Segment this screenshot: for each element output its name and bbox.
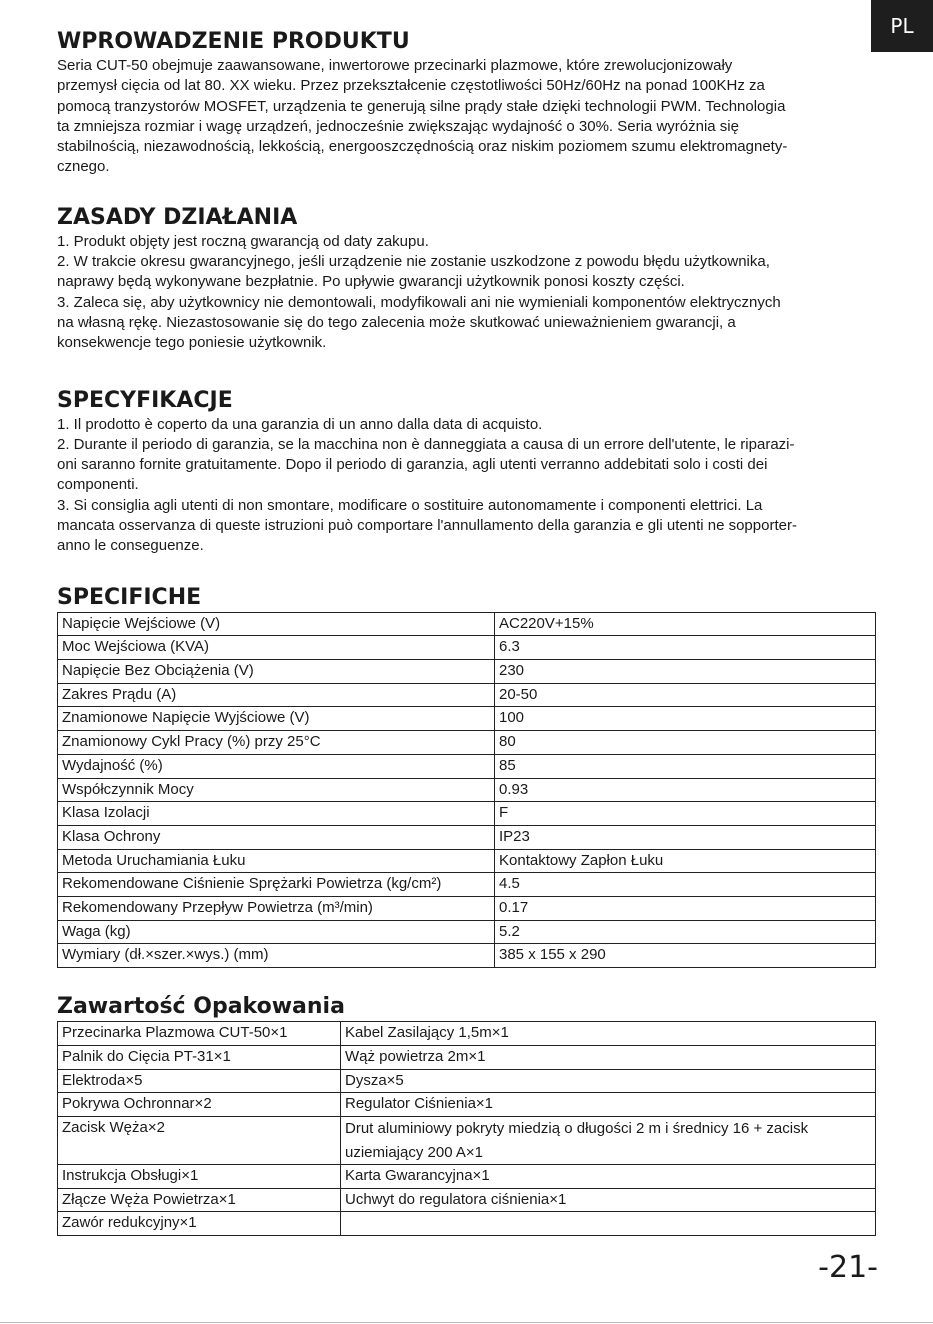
- spec-line: 3. Si consiglia agli utenti di non smontare, modificare o sostituire autonomamente i componenti elettrici. La: [57, 496, 763, 514]
- table-row: [58, 1212, 876, 1236]
- table-cell-value: Kabel Zasilający 1,5m×1: [341, 1022, 876, 1046]
- table-cell-label: Elektroda×5: [58, 1069, 341, 1093]
- table-cell-label: Klasa Ochrony: [58, 825, 495, 849]
- table-cell-value: 0.17: [495, 897, 876, 921]
- spec-table-section: [57, 584, 877, 969]
- table-cell-value: Uchwyt do regulatora ciśnienia×1: [341, 1188, 876, 1212]
- rules-line: naprawy będą wykonywane bezpłatnie. Po upływie gwarancji użytkownik ponosi koszty części.: [57, 273, 685, 291]
- rules-section: [57, 204, 877, 354]
- table-row: [58, 825, 876, 849]
- table-cell-label: Moc Wejściowa (KVA): [58, 636, 495, 660]
- table-cell-label: Pokrywa Ochronnar×2: [58, 1093, 341, 1117]
- table-cell-value: 80: [495, 731, 876, 755]
- table-row: [58, 944, 876, 968]
- intro-line: stabilnością, niezawodnością, lekkością, energooszczędnością oraz niskim poziomem szumu elektromagnety-: [57, 138, 788, 156]
- table-cell-value: [341, 1212, 876, 1236]
- table-cell-value: 4.5: [495, 873, 876, 897]
- spec-line: 1. Il prodotto è coperto da una garanzia di un anno dalla data di acquisto.: [57, 415, 543, 433]
- table-cell-value: IP23: [495, 825, 876, 849]
- spec-line: oni saranno fornite gratuitamente. Dopo il periodo di garanzia, agli utenti verranno addebitati solo i costi dei: [57, 456, 768, 474]
- page-number: -21-: [818, 1250, 878, 1285]
- table-cell-label: Współczynnik Mocy: [58, 778, 495, 802]
- table-cell-label: Zawór redukcyjny×1: [58, 1212, 341, 1236]
- table-cell-value: Drut aluminiowy pokryty miedzią o długości 2 m i średnicy 16 + zacisk uziemiający 200 A×1: [341, 1117, 876, 1165]
- table-cell-value: Regulator Ciśnienia×1: [341, 1093, 876, 1117]
- spec-table-title: SPECIFICHE: [57, 584, 202, 610]
- table-cell-label: Napięcie Wejściowe (V): [58, 612, 495, 636]
- intro-line: cznego.: [57, 158, 110, 176]
- intro-line: pomocą tranzystorów MOSFET, urządzenia te generują silne prądy stałe dzięki technologii PWM. Technologia: [57, 97, 786, 115]
- table-cell-label: Rekomendowany Przepływ Powietrza (m³/min): [58, 897, 495, 921]
- table-cell-label: Palnik do Cięcia PT-31×1: [58, 1045, 341, 1069]
- table-row: [58, 754, 876, 778]
- table-cell-value: 6.3: [495, 636, 876, 660]
- spec-line: anno le conseguenze.: [57, 537, 204, 555]
- page-content: [57, 28, 877, 1236]
- table-cell-value: Wąż powietrza 2m×1: [341, 1045, 876, 1069]
- spec-table: [57, 612, 876, 969]
- table-row: [58, 1069, 876, 1093]
- table-row: [58, 920, 876, 944]
- spec-line: mancata osservanza di queste istruzioni può comportare l'annullamento della garanzia e gli utenti ne sopporter-: [57, 517, 797, 535]
- table-cell-label: Zakres Prądu (A): [58, 683, 495, 707]
- table-cell-label: Przecinarka Plazmowa CUT-50×1: [58, 1022, 341, 1046]
- table-cell-value: 100: [495, 707, 876, 731]
- table-cell-value: 0.93: [495, 778, 876, 802]
- specifications-text: [57, 415, 877, 557]
- table-row: [58, 707, 876, 731]
- table-cell-value: AC220V+15%: [495, 612, 876, 636]
- spec-line: componenti.: [57, 476, 139, 494]
- package-title: Zawartość Opakowania: [57, 994, 345, 1020]
- table-row: [58, 660, 876, 684]
- table-row: [58, 849, 876, 873]
- table-row: [58, 612, 876, 636]
- table-cell-label: Napięcie Bez Obciążenia (V): [58, 660, 495, 684]
- table-row: [58, 683, 876, 707]
- intro-text: [57, 56, 877, 178]
- table-cell-value: 5.2: [495, 920, 876, 944]
- table-row: [58, 897, 876, 921]
- table-cell-value: 85: [495, 754, 876, 778]
- intro-line: ta zmniejsza rozmiar i wagę urządzeń, jednocześnie zwiększając wydajność o 30%. Seria wyróżnia się: [57, 117, 739, 135]
- rules-title: ZASADY DZIAŁANIA: [57, 204, 298, 230]
- table-cell-label: Znamionowy Cykl Pracy (%) przy 25°C: [58, 731, 495, 755]
- table-cell-value: 20-50: [495, 683, 876, 707]
- specifications-title: SPECYFIKACJE: [57, 387, 233, 413]
- language-badge: PL: [871, 0, 933, 52]
- table-cell-label: Złącze Węża Powietrza×1: [58, 1188, 341, 1212]
- rules-line: 2. W trakcie okresu gwarancyjnego, jeśli urządzenie nie zostanie uszkodzone z powodu błędu użytkownika,: [57, 253, 770, 271]
- table-row: [58, 636, 876, 660]
- table-row: [58, 802, 876, 826]
- table-cell-label: Klasa Izolacji: [58, 802, 495, 826]
- table-cell-label: Waga (kg): [58, 920, 495, 944]
- package-table: [57, 1021, 876, 1236]
- package-section: [57, 993, 877, 1236]
- table-cell-label: Zacisk Węża×2: [58, 1117, 341, 1165]
- table-row: [58, 1188, 876, 1212]
- table-row: [58, 778, 876, 802]
- table-cell-label: Wymiary (dł.×szer.×wys.) (mm): [58, 944, 495, 968]
- table-cell-label: Rekomendowane Ciśnienie Sprężarki Powietrza (kg/cm²): [58, 873, 495, 897]
- table-cell-value: Karta Gwarancyjna×1: [341, 1165, 876, 1189]
- page-bottom-divider: [0, 1322, 933, 1323]
- spec-line: 2. Durante il periodo di garanzia, se la macchina non è danneggiata a causa di un errore dell'utente, le riparazi-: [57, 435, 795, 453]
- table-cell-value: 385 x 155 x 290: [495, 944, 876, 968]
- intro-section: [57, 28, 877, 178]
- table-cell-value: F: [495, 802, 876, 826]
- table-row: [58, 1117, 876, 1165]
- table-row: [58, 731, 876, 755]
- rules-text: [57, 232, 877, 354]
- table-row: [58, 873, 876, 897]
- table-cell-label: Metoda Uruchamiania Łuku: [58, 849, 495, 873]
- table-cell-value: 230: [495, 660, 876, 684]
- rules-line: 3. Zaleca się, aby użytkownicy nie demontowali, modyfikowali ani nie wymieniali komponentów elektrycznych: [57, 293, 781, 311]
- table-cell-value: Kontaktowy Zapłon Łuku: [495, 849, 876, 873]
- rules-line: na własną rękę. Niezastosowanie się do tego zalecenia może skutkować unieważnieniem gwarancji, a: [57, 313, 736, 331]
- table-cell-value: Dysza×5: [341, 1069, 876, 1093]
- table-row: [58, 1165, 876, 1189]
- specifications-text-section: [57, 387, 877, 557]
- table-row: [58, 1093, 876, 1117]
- table-cell-label: Znamionowe Napięcie Wyjściowe (V): [58, 707, 495, 731]
- rules-line: 1. Produkt objęty jest roczną gwarancją od daty zakupu.: [57, 232, 429, 250]
- intro-line: przemysł cięcia od lat 80. XX wieku. Przez przekształcenie częstotliwości 50Hz/60Hz na ponad 100KHz za: [57, 77, 765, 95]
- intro-title: WPROWADZENIE PRODUKTU: [57, 29, 410, 54]
- intro-line: Seria CUT-50 obejmuje zaawansowane, inwertorowe przecinarki plazmowe, które zrewolucjonizowały: [57, 57, 733, 74]
- table-cell-label: Wydajność (%): [58, 754, 495, 778]
- table-row: [58, 1045, 876, 1069]
- table-row: [58, 1022, 876, 1046]
- table-cell-label: Instrukcja Obsługi×1: [58, 1165, 341, 1189]
- rules-line: konsekwencje tego poniesie użytkownik.: [57, 334, 327, 352]
